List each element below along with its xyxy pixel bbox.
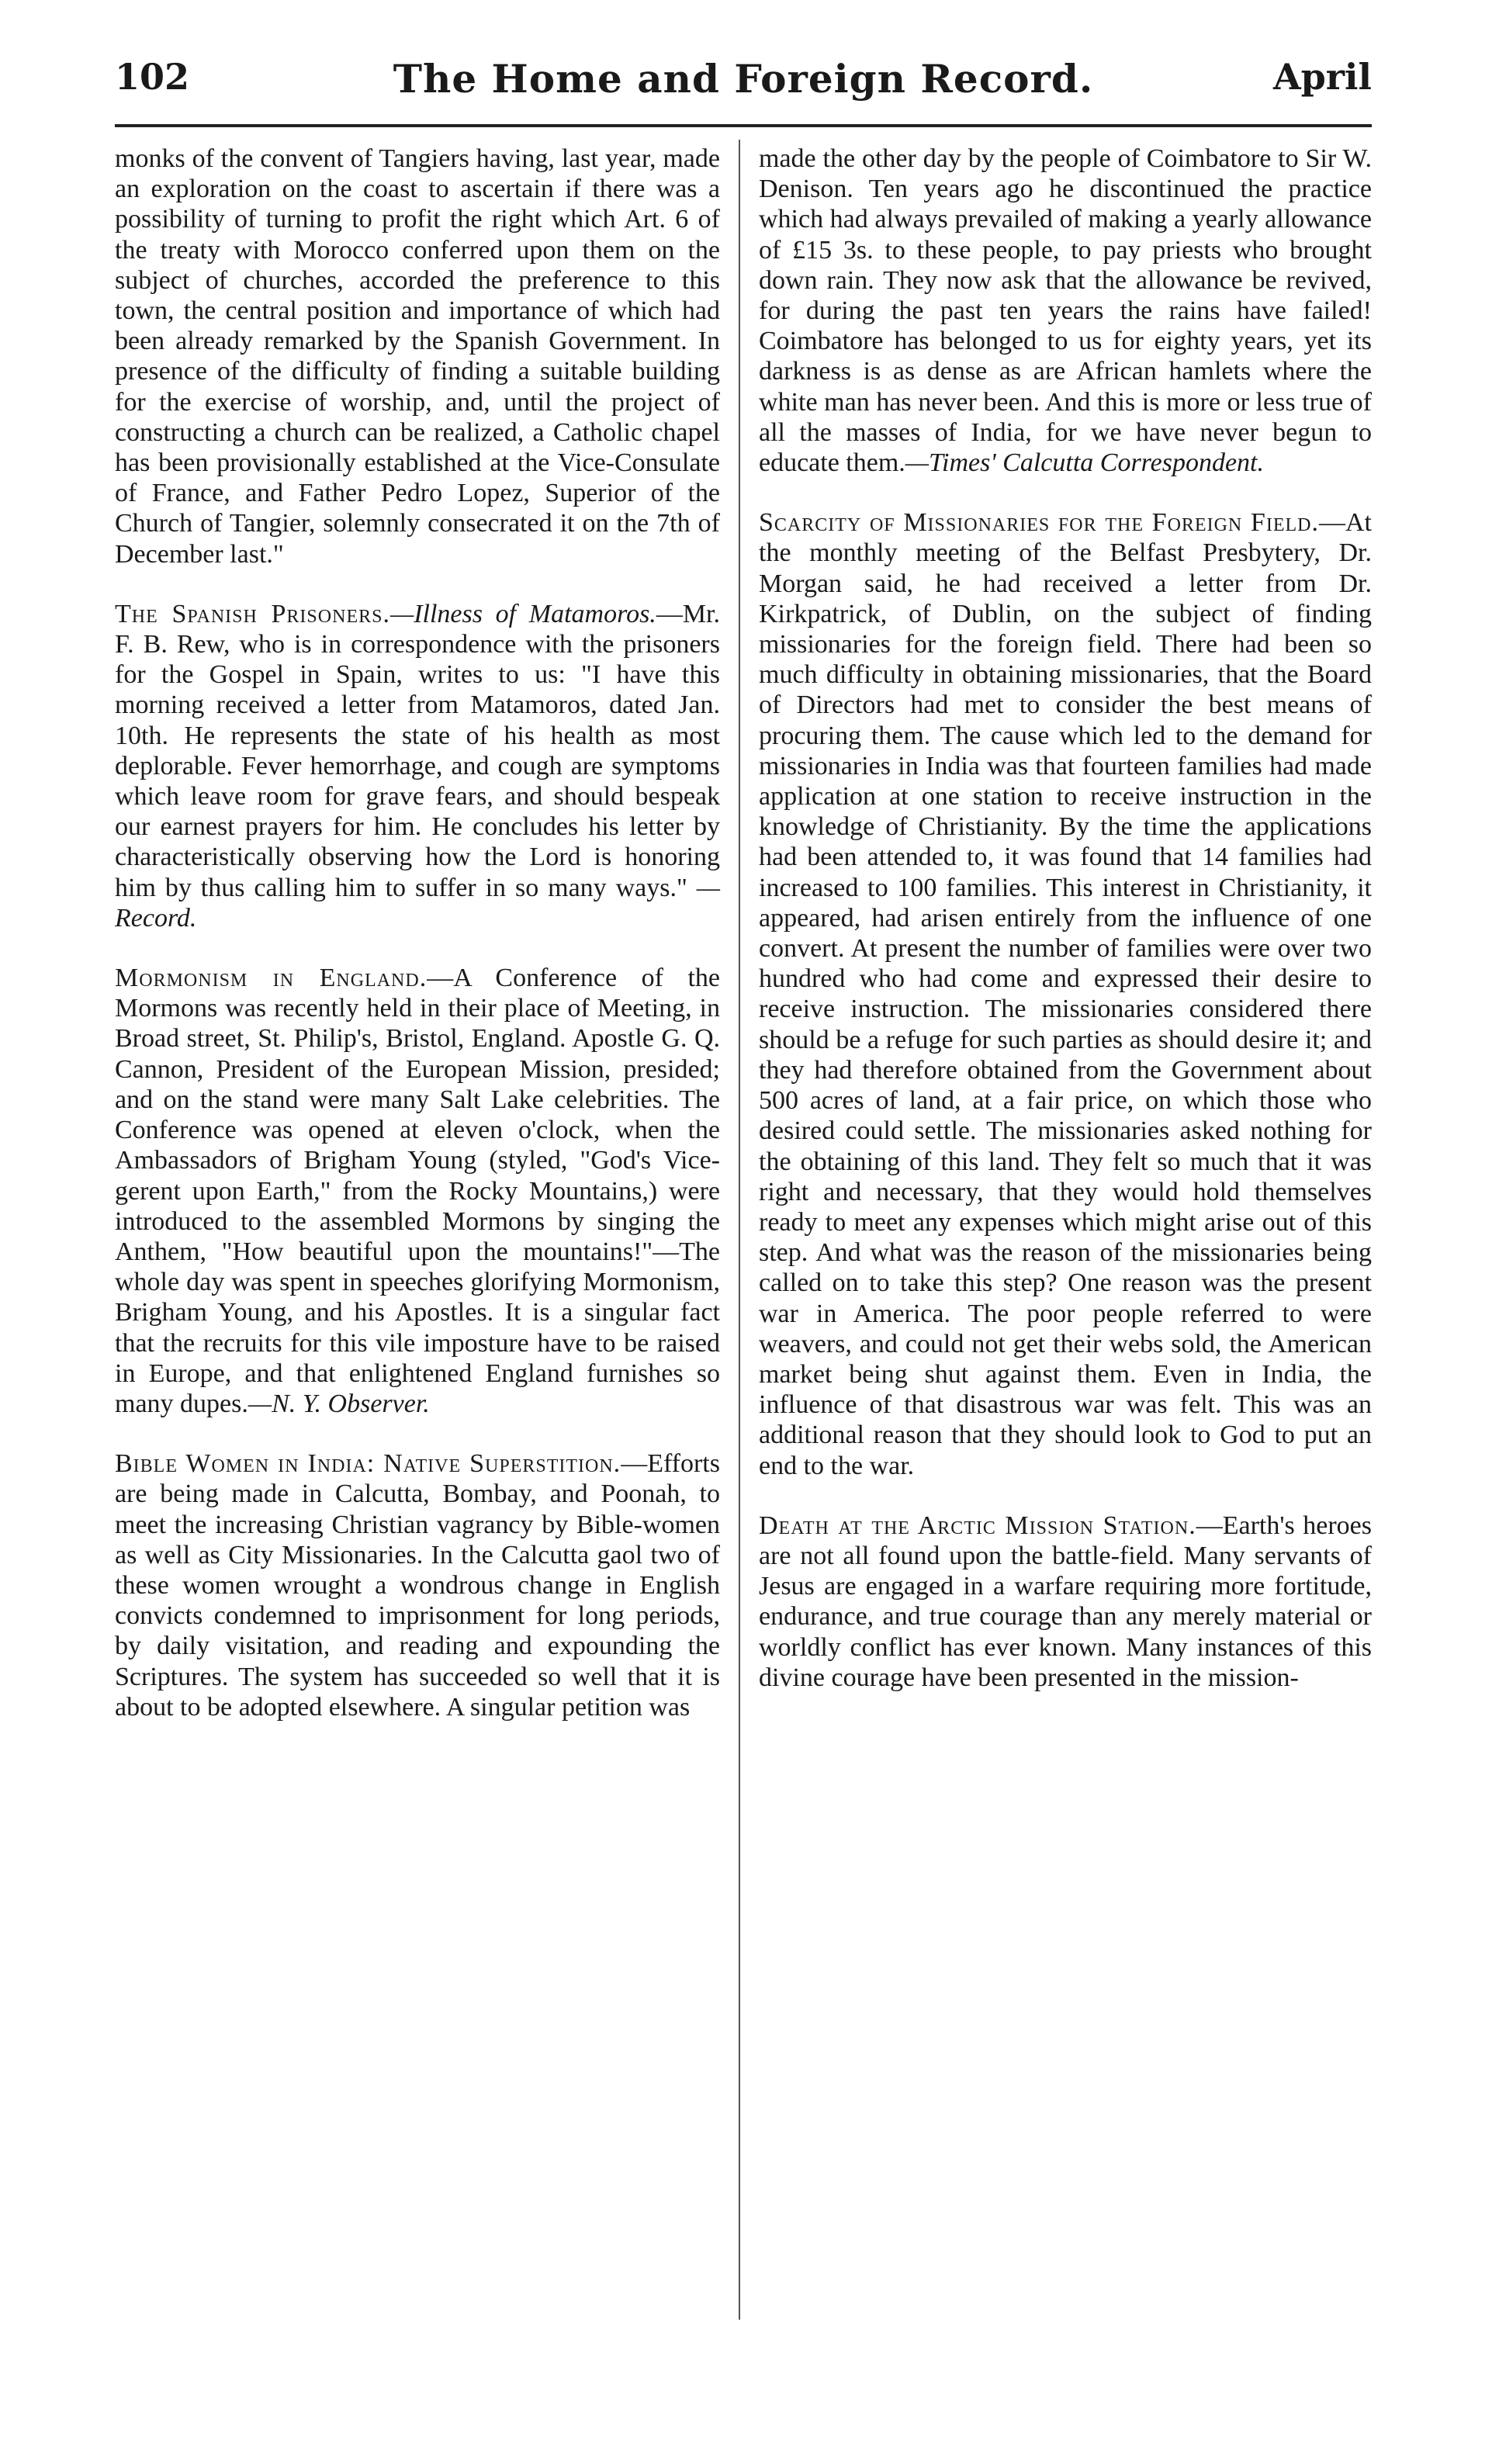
article-mormonism (115, 963, 720, 1419)
article-heading: Bible Women in India: Native Superstition. (115, 1449, 621, 1479)
article-arctic-mission (759, 1511, 1372, 1693)
header-rule (115, 124, 1372, 127)
page-number: 102 (115, 56, 190, 98)
article-heading: Scarcity of Missionaries for the Foreign Field. (759, 508, 1319, 538)
article-source: —Times' Calcutta Correspondent. (905, 448, 1265, 478)
article-body: made the other day by the people of Coimbatore to Sir W. Denison. Ten years ago he discontinued the practice which had always prevailed of making a yearly allowance of £15 3s. to these people, to pay priests who brought down rain. They now ask that the allowance be revived, for during the past ten years the rains have failed! Coimbatore has belonged to us for eighty years, yet its darkness is as dense as are African hamlets where the white man has never been. And this is more or less true of all the masses of India, for we have never begun to educate them. (759, 144, 1372, 478)
article-body: —A Conference of the Mormons was recently held in their place of Meeting, in Broad street, St. Philip's, Bristol, England. Apostle G. Q. Cannon, President of the European Mission, presided; and on the stand were many Salt Lake celebrities. The Conference was opened at eleven o'clock, when the Ambassadors of Brigham Young (styled, "God's Vice-gerent upon Earth," from the Rocky Mountains,) were introduced to the assembled Mormons by singing the Anthem, "How beautiful upon the mountains!"—The whole day was spent in speeches glorifying Mormonism, Brigham Young, and his Apostles. It is a singular fact that the recruits for this vile imposture have to be raised in Europe, and that enlightened England furnishes so many dupes. (115, 964, 720, 1418)
article-body: —Earth's heroes are not all found upon the battle-field. Many servants of Jesus are engaged in a warfare requiring more fortitude, endurance, and true courage than any merely material or worldly conflict has ever known. Many instances of this divine courage have been presented in the mission- (759, 1511, 1372, 1692)
article-body: —At the monthly meeting of the Belfast Presbytery, Dr. Morgan said, he had received a letter from Dr. Kirkpatrick, of Dublin, on the subject of finding missionaries for the foreign field. There had been so much difficulty in obtaining missionaries, that the Board of Directors had met to consider the best means of procuring them. The cause which led to the demand for missionaries in India was that fourteen families had made application at one station to receive instruction in the knowledge of Christianity. By the time the applications had been attended to, it was found that 14 families had increased to 100 families. This interest in Christianity, it appeared, had arisen entirely from the influence of one convert. At present the number of families were over two hundred who had come and expressed their desire to receive instruction. The missionaries considered there should be a refuge for such parties as should desire it; and they had therefore obtained from the Government about 500 acres of land, at a fair price, on which those who desired could settle. The missionaries asked nothing for the obtaining of this land. They felt so much that it was right and necessary, that they would hold themselves ready to meet any expenses which might arise out of this step. And what was the reason of the missionaries being called on to take this step? One reason was the present war in America. The poor people referred to were weavers, and could not get their webs sold, the American market being shut against them. Even in India, the influence of that disastrous war was felt. This was an additional reason that they should look to God to put an end to the war. (759, 508, 1372, 1480)
article-body: —Mr. F. B. Rew, who is in correspondence with the prisoners for the Gospel in Spain, writes to us: "I have this morning received a letter from Matamoros, dated Jan. 10th. He represents the state of his health as most deplorable. Fever hemorrhage, and cough are symptoms which leave room for grave fears, and should bespeak our earnest prayers for him. He concludes his letter by characteristically observing how the Lord is honoring him by thus calling him to suffer in so many ways." (115, 599, 720, 902)
article-body: —Efforts are being made in Calcutta, Bombay, and Poonah, to meet the increasing Christian vagrancy by Bible-women as well as City Missionaries. In the Calcutta gaol two of these women wrought a wondrous change in English convicts condemned to imprisonment for long periods, by daily visitation, and reading and expounding the Scriptures. The system has succeeded so well that it is about to be adopted elsewhere. A singular petition was (115, 1449, 720, 1722)
left-column (115, 144, 720, 1752)
article-source: —Record. (115, 873, 721, 933)
article-tangiers-continued: monks of the convent of Tangiers having, last year, made an exploration on the coast to ascertain if there was a possibility of turning to profit the right which Art. 6 of the treaty with Morocco conferred upon them on the subject of churches, accorded the preference to this town, the central position and importance of which had been already remarked by the Spanish Government. In presence of the difficulty of finding a suitable building for the exercise of worship, and, until the project of constructing a church can be realized, a Catholic chapel has been provisionally established at the Vice-Consulate of France, and Father Pedro Lopez, Superior of the Church of Tangier, solemnly consecrated it on the 7th of December last." (115, 144, 720, 569)
article-source: —N. Y. Observer. (248, 1389, 430, 1418)
article-subheading: —Illness of Matamoros. (389, 599, 656, 628)
column-divider (739, 140, 740, 2320)
article-scarcity-missionaries (759, 507, 1372, 1481)
issue-month: April (1272, 56, 1372, 98)
article-heading: Death at the Arctic Mission Station. (759, 1511, 1196, 1540)
article-heading: The Spanish Prisoners. (115, 599, 390, 628)
article-heading: Mormonism in England. (115, 964, 428, 993)
article-bible-women (115, 1448, 720, 1722)
right-column (759, 144, 1372, 1722)
article-coimbatore-continued (759, 144, 1372, 478)
journal-title: The Home and Foreign Record. (393, 56, 1094, 102)
article-spanish-prisoners (115, 599, 720, 933)
running-header (115, 56, 1372, 110)
